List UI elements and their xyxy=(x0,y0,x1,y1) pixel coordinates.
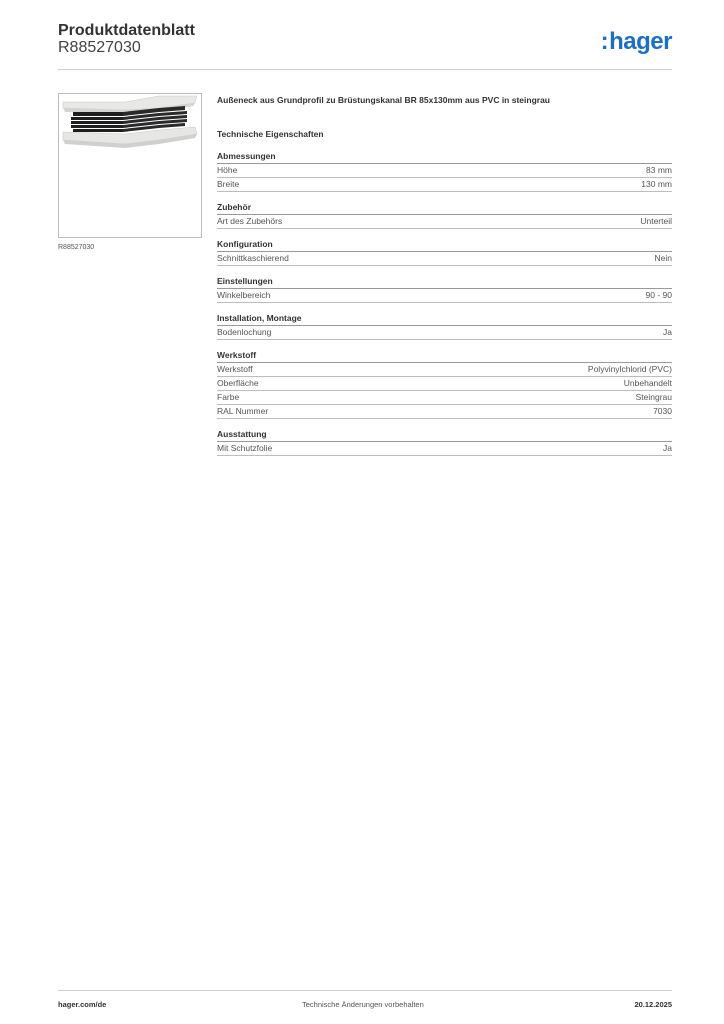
footer-website: hager.com/de xyxy=(58,1000,107,1009)
product-image xyxy=(58,93,202,238)
page-footer xyxy=(58,990,672,1011)
page-header xyxy=(58,22,672,70)
footer-disclaimer: Technische Änderungen vorbehalten xyxy=(302,1000,424,1009)
property-group xyxy=(217,276,672,303)
property-row xyxy=(217,252,672,266)
property-value: Nein xyxy=(654,253,672,263)
property-label: RAL Nummer xyxy=(217,406,269,416)
property-value: 7030 xyxy=(653,406,672,416)
logo-mark: : xyxy=(600,28,609,55)
page-title: Produktdatenblatt xyxy=(58,22,195,39)
property-value: Polyvinylchlorid (PVC) xyxy=(587,364,672,374)
property-value: Ja xyxy=(663,327,672,337)
property-group xyxy=(217,239,672,266)
product-description: Außeneck aus Grundprofil zu Brüstungskanal BR 85x130mm aus PVC in steingrau xyxy=(217,95,550,105)
hager-logo xyxy=(601,28,672,56)
product-number: R88527030 xyxy=(58,39,141,56)
property-label: Schnittkaschierend xyxy=(217,253,289,263)
property-label: Werkstoff xyxy=(217,364,253,374)
property-row xyxy=(217,377,672,391)
property-label: Art des Zubehörs xyxy=(217,216,283,226)
image-caption: R88527030 xyxy=(58,244,95,251)
footer-date: 20.12.2025 xyxy=(634,1000,672,1009)
property-value: Ja xyxy=(663,443,672,453)
group-title: Installation, Montage xyxy=(217,313,672,326)
property-value: Unterteil xyxy=(640,216,672,226)
properties-list xyxy=(217,151,672,456)
property-value: 130 mm xyxy=(641,179,672,189)
group-title: Einstellungen xyxy=(217,276,672,289)
property-group xyxy=(217,202,672,229)
property-value: Steingrau xyxy=(635,392,672,402)
property-group xyxy=(217,350,672,419)
property-row xyxy=(217,405,672,419)
property-label: Winkelbereich xyxy=(217,290,271,300)
property-label: Höhe xyxy=(217,165,238,175)
property-row xyxy=(217,178,672,192)
group-title: Werkstoff xyxy=(217,350,672,363)
property-group xyxy=(217,151,672,192)
property-row xyxy=(217,363,672,377)
property-row xyxy=(217,326,672,340)
group-title: Abmessungen xyxy=(217,151,672,164)
property-row xyxy=(217,289,672,303)
property-label: Bodenlochung xyxy=(217,327,272,337)
group-title: Zubehör xyxy=(217,202,672,215)
property-row xyxy=(217,442,672,456)
section-heading: Technische Eigenschaften xyxy=(217,129,324,139)
property-row xyxy=(217,215,672,229)
property-label: Oberfläche xyxy=(217,378,259,388)
property-label: Mit Schutzfolie xyxy=(217,443,273,453)
main-content xyxy=(217,95,672,466)
group-title: Konfiguration xyxy=(217,239,672,252)
property-row xyxy=(217,391,672,405)
property-group xyxy=(217,313,672,340)
property-label: Farbe xyxy=(217,392,240,402)
corner-piece-illustration xyxy=(59,94,201,237)
property-label: Breite xyxy=(217,179,240,189)
logo-text: hager xyxy=(609,28,672,55)
property-group xyxy=(217,429,672,456)
property-value: 83 mm xyxy=(646,165,672,175)
property-value: 90 - 90 xyxy=(645,290,672,300)
property-row xyxy=(217,164,672,178)
property-value: Unbehandelt xyxy=(623,378,672,388)
group-title: Ausstattung xyxy=(217,429,672,442)
